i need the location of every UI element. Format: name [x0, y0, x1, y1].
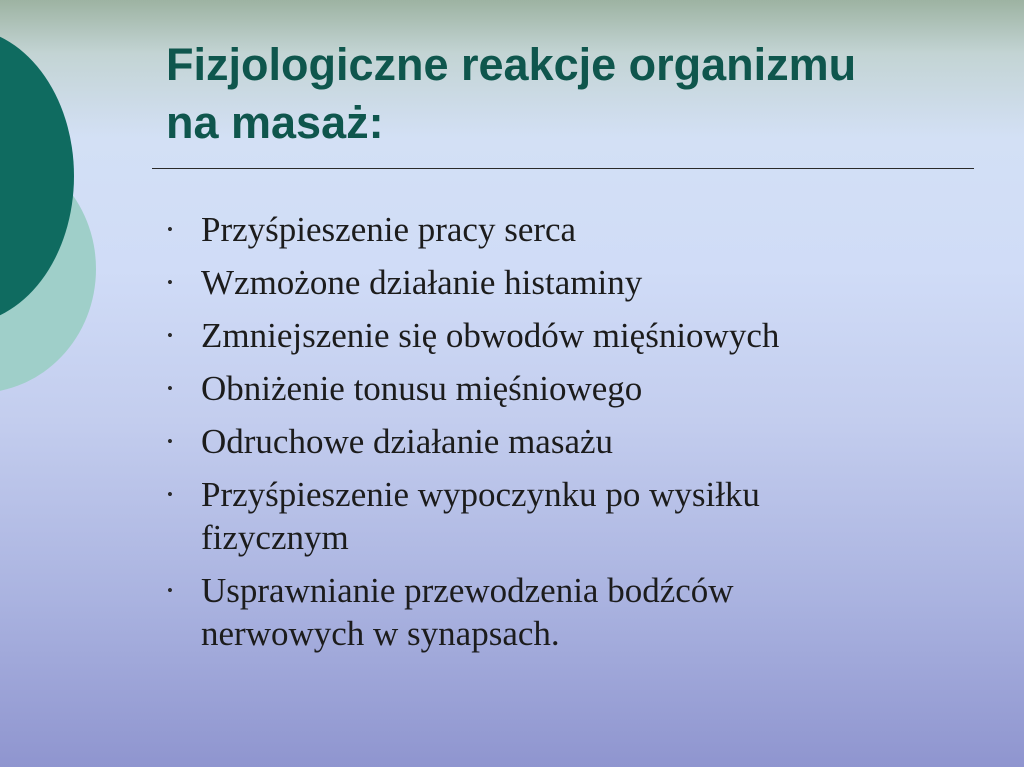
bullet-item-1 — [162, 208, 982, 251]
bullet-item-3 — [162, 314, 982, 357]
bullet-icon: • — [167, 485, 173, 504]
slide-title-line-1: Fizjologiczne reakcje organizmu — [166, 39, 857, 90]
bullet-text: Zmniejszenie się obwodów mięśniowych — [201, 316, 780, 355]
bullet-icon: • — [167, 326, 173, 345]
bullet-icon: • — [167, 220, 173, 239]
bullet-text: Przyśpieszenie pracy serca — [201, 210, 577, 249]
bullet-icon: • — [167, 432, 173, 451]
bullet-icon: • — [167, 273, 173, 292]
title-divider — [152, 168, 974, 169]
bullet-text: Obniżenie tonusu mięśniowego — [201, 369, 643, 408]
slide-title-line-2: na masaż: — [166, 97, 384, 148]
bullet-text-continued: nerwowych w synapsach. — [201, 614, 560, 653]
bullet-icon: • — [167, 379, 173, 398]
bullet-text: Wzmożone działanie histaminy — [201, 263, 643, 302]
bullet-text: Przyśpieszenie wypoczynku po wysiłku — [201, 475, 760, 514]
bullet-item-2 — [162, 261, 982, 304]
slide-title — [166, 36, 986, 152]
bullet-text: Odruchowe działanie masażu — [201, 422, 614, 461]
bullet-item-4 — [162, 367, 982, 410]
bullet-item-5 — [162, 420, 982, 463]
bullet-item-7 — [162, 569, 982, 655]
bullet-list — [162, 208, 982, 665]
bullet-item-6 — [162, 473, 982, 559]
bullet-icon: • — [167, 581, 173, 600]
bullet-text-continued: fizycznym — [201, 518, 349, 557]
bullet-text: Usprawnianie przewodzenia bodźców — [201, 571, 734, 610]
